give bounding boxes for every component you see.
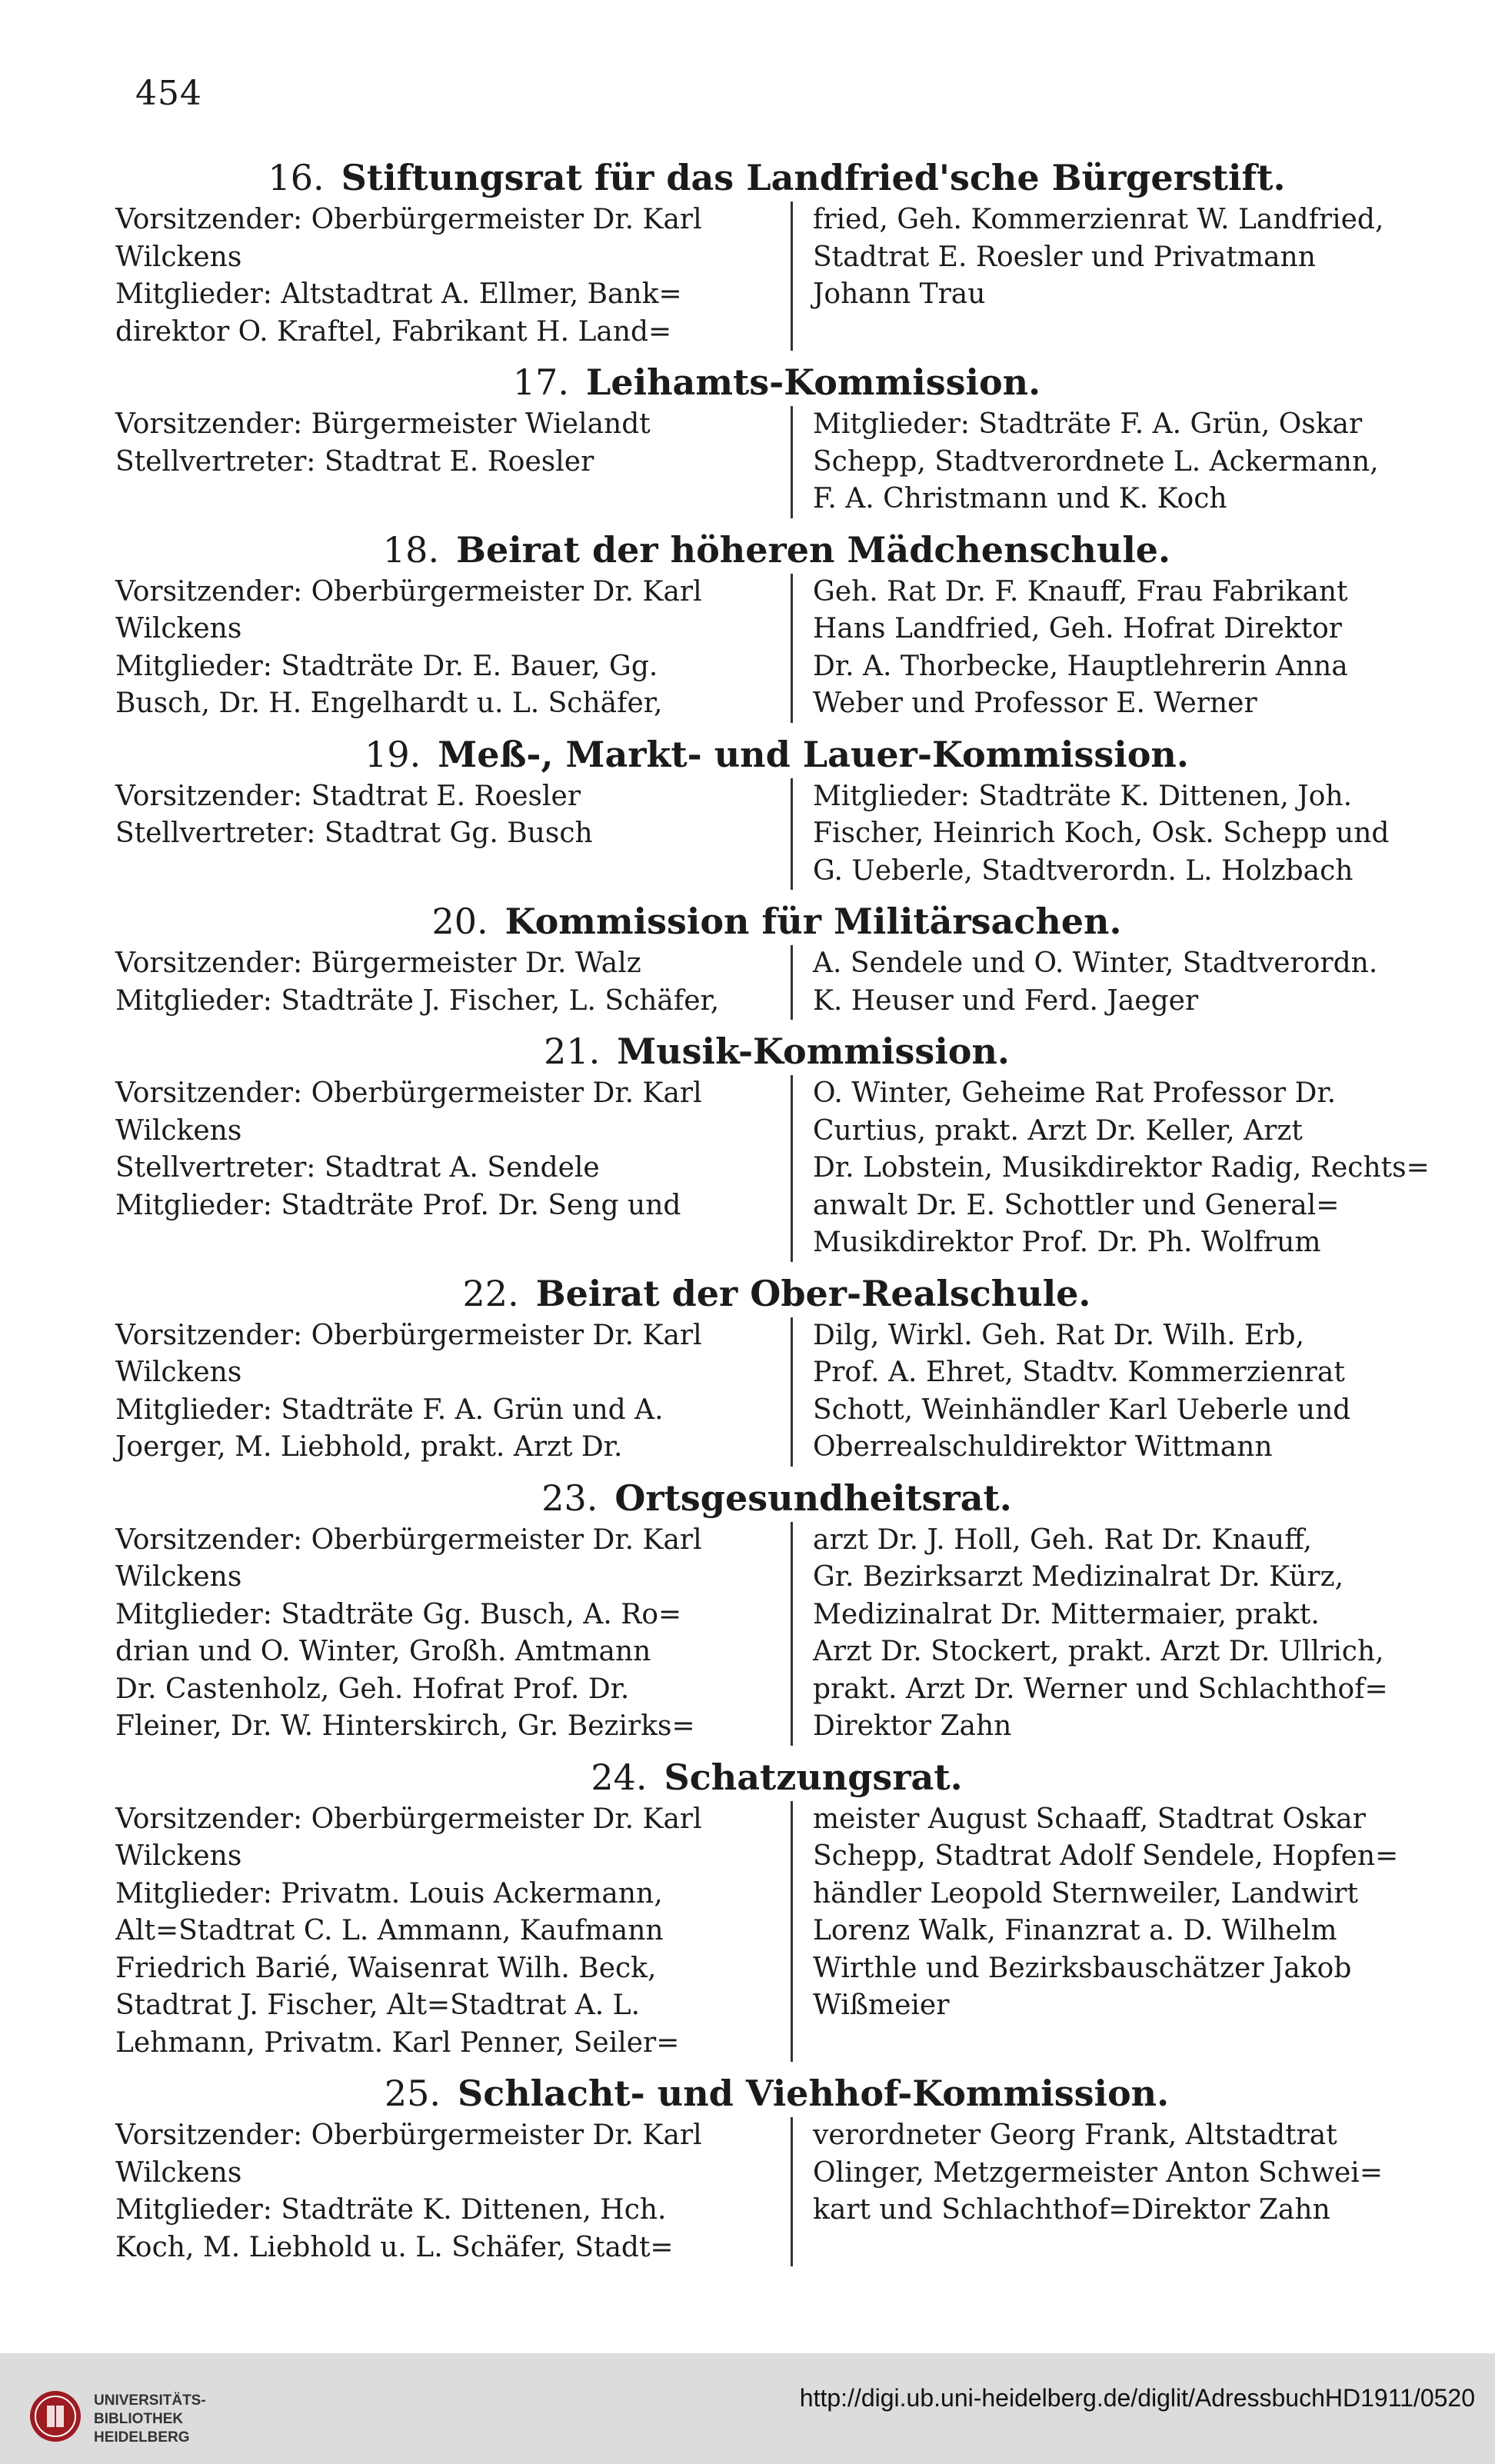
section-body: [115, 2117, 1438, 2266]
left-column: [115, 574, 791, 723]
text-line: Geh. Rat Dr. F. Knauff, Frau Fabrikant: [813, 575, 1348, 608]
text-line: Vorsitzender: Stadtrat E. Roesler: [115, 780, 581, 812]
library-name-line: BIBLIOTHEK: [94, 2411, 184, 2427]
text-line: Direktor Zahn: [813, 1710, 1012, 1742]
text-line: Vorsitzender: Oberbürgermeister Dr. Karl: [115, 204, 702, 235]
right-column: [791, 778, 1438, 891]
text-line: Arzt Dr. Stockert, prakt. Arzt Dr. Ullrich,: [813, 1636, 1384, 1667]
text-line: Schepp, Stadtrat Adolf Sendele, Hopfen=: [813, 1840, 1399, 1872]
section-number: 21.: [544, 1031, 601, 1072]
text-line: verordneter Georg Frank, Altstadtrat: [813, 2119, 1337, 2151]
section-heading: [115, 1027, 1438, 1075]
committee-section: [115, 358, 1438, 518]
text-line: Mitglieder: Stadträte K. Dittenen, Joh.: [813, 780, 1353, 812]
left-column: [115, 1801, 791, 2063]
library-name: [94, 2392, 206, 2447]
right-column: [791, 201, 1438, 351]
text-line: Stellvertreter: Stadtrat Gg. Busch: [115, 817, 593, 849]
section-title: Schlacht- und Viehhof-Kommission.: [458, 2073, 1170, 2114]
text-line: Mitglieder: Stadträte F. A. Grün und A.: [115, 1393, 664, 1426]
text-line: Stadtrat E. Roesler und Privatmann: [813, 241, 1316, 273]
right-column: [791, 1317, 1438, 1467]
section-heading: [115, 2069, 1438, 2117]
text-line: Wirthle und Bezirksbauschätzer Jakob: [813, 1952, 1352, 1984]
text-line: Vorsitzender: Oberbürgermeister Dr. Karl: [115, 2119, 702, 2151]
text-line: Dr. Castenholz, Geh. Hofrat Prof. Dr.: [115, 1673, 630, 1705]
text-line: Mitglieder: Stadträte F. A. Grün, Oskar: [813, 408, 1363, 440]
text-line: Vorsitzender: Oberbürgermeister Dr. Karl: [115, 1077, 702, 1109]
text-line: Vorsitzender: Bürgermeister Wielandt: [115, 408, 651, 440]
text-line: Vorsitzender: Oberbürgermeister Dr. Karl: [115, 575, 702, 608]
text-line: Stellvertreter: Stadtrat E. Roesler: [115, 445, 594, 478]
text-line: Wilckens: [115, 1561, 242, 1593]
text-line: Curtius, prakt. Arzt Dr. Keller, Arzt: [813, 1114, 1303, 1147]
text-line: Alt=Stadtrat C. L. Ammann, Kaufmann: [115, 1915, 664, 1946]
text-line: Gr. Bezirksarzt Medizinalrat Dr. Kürz,: [813, 1561, 1344, 1593]
text-line: Busch, Dr. H. Engelhardt u. L. Schäfer,: [115, 688, 663, 719]
text-line: Dilg, Wirkl. Geh. Rat Dr. Wilh. Erb,: [813, 1319, 1305, 1351]
text-line: Schott, Weinhändler Karl Ueberle und: [813, 1393, 1351, 1426]
text-line: Schepp, Stadtverordnete L. Ackermann,: [813, 445, 1379, 478]
section-title: Schatzungsrat.: [664, 1756, 963, 1798]
section-heading: [115, 1753, 1438, 1801]
committee-section: [115, 526, 1438, 723]
right-column: [791, 574, 1438, 723]
section-title: Meß-, Markt- und Lauer-Kommission.: [438, 733, 1189, 775]
section-body: [115, 778, 1438, 891]
committee-section: [115, 154, 1438, 351]
section-title: Stiftungsrat für das Landfried'sche Bürgerstift.: [341, 157, 1286, 198]
text-line: anwalt Dr. E. Schottler und General=: [813, 1189, 1340, 1221]
committee-section: [115, 2069, 1438, 2266]
text-line: Hans Landfried, Geh. Hofrat Direktor: [813, 613, 1343, 644]
section-heading: [115, 1270, 1438, 1317]
committee-section: [115, 731, 1438, 891]
right-column: [791, 945, 1438, 1020]
footer-bar: [0, 2353, 1495, 2464]
section-heading: [115, 526, 1438, 574]
committee-section: [115, 1270, 1438, 1467]
left-column: [115, 778, 791, 891]
section-body: [115, 201, 1438, 351]
text-line: O. Winter, Geheime Rat Professor Dr.: [813, 1077, 1337, 1109]
text-line: Fischer, Heinrich Koch, Osk. Schepp und: [813, 817, 1390, 849]
text-line: Mitglieder: Stadträte Dr. E. Bauer, Gg.: [115, 650, 658, 682]
text-line: Olinger, Metzgermeister Anton Schwei=: [813, 2156, 1383, 2189]
text-line: Mitglieder: Stadträte J. Fischer, L. Schäfer,: [115, 984, 720, 1017]
committee-section: [115, 1474, 1438, 1746]
section-title: Leihamts-Kommission.: [586, 361, 1041, 403]
section-number: 25.: [384, 2073, 441, 2114]
university-seal-icon: [28, 2389, 83, 2444]
right-column: [791, 406, 1438, 518]
text-line: Stellvertreter: Stadtrat A. Sendele: [115, 1152, 600, 1184]
text-line: Musikdirektor Prof. Dr. Ph. Wolfrum: [813, 1227, 1321, 1258]
section-heading: [115, 897, 1438, 945]
text-line: A. Sendele und O. Winter, Stadtverordn.: [813, 947, 1378, 979]
library-name-line: UNIVERSITÄTS-: [94, 2392, 206, 2409]
committee-section: [115, 1753, 1438, 2063]
section-body: [115, 406, 1438, 518]
text-line: Lehmann, Privatm. Karl Penner, Seiler=: [115, 2026, 680, 2059]
text-line: direktor O. Kraftel, Fabrikant H. Land=: [115, 315, 672, 348]
text-line: Vorsitzender: Oberbürgermeister Dr. Karl: [115, 1803, 702, 1835]
text-line: Mitglieder: Stadträte Gg. Busch, A. Ro=: [115, 1598, 682, 1630]
committee-section: [115, 1027, 1438, 1262]
text-line: F. A. Christmann und K. Koch: [813, 483, 1227, 514]
text-line: Vorsitzender: Oberbürgermeister Dr. Karl: [115, 1319, 702, 1351]
section-heading: [115, 358, 1438, 406]
section-body: [115, 1801, 1438, 2063]
text-line: Vorsitzender: Oberbürgermeister Dr. Karl: [115, 1523, 702, 1556]
text-line: Wilckens: [115, 1114, 242, 1147]
right-column: [791, 2117, 1438, 2266]
section-body: [115, 1317, 1438, 1467]
library-name-line: HEIDELBERG: [94, 2429, 190, 2446]
section-body: [115, 574, 1438, 723]
text-line: Wilckens: [115, 1357, 242, 1388]
text-line: Mitglieder: Stadträte Prof. Dr. Seng und: [115, 1189, 681, 1221]
text-line: G. Ueberle, Stadtverordn. L. Holzbach: [813, 854, 1353, 887]
section-number: 19.: [365, 733, 421, 775]
section-heading: [115, 731, 1438, 778]
text-line: Dr. A. Thorbecke, Hauptlehrerin Anna: [813, 650, 1348, 682]
text-line: prakt. Arzt Dr. Werner und Schlachthof=: [813, 1673, 1388, 1705]
text-line: Wilckens: [115, 1840, 242, 1872]
text-line: Wilckens: [115, 613, 242, 644]
section-number: 22.: [462, 1272, 519, 1314]
text-line: Wißmeier: [813, 1990, 950, 2021]
text-line: Fleiner, Dr. W. Hinterskirch, Gr. Bezirks=: [115, 1710, 695, 1742]
text-line: meister August Schaaff, Stadtrat Oskar: [813, 1803, 1366, 1835]
text-line: Wilckens: [115, 2156, 242, 2189]
source-url-link[interactable]: http://digi.ub.uni-heidelberg.de/diglit/AdressbuchHD1911/0520: [799, 2384, 1475, 2412]
text-line: Lorenz Walk, Finanzrat a. D. Wilhelm: [813, 1915, 1337, 1946]
right-column: [791, 1522, 1438, 1746]
left-column: [115, 406, 791, 518]
section-body: [115, 945, 1438, 1020]
text-line: Mitglieder: Altstadtrat A. Ellmer, Bank=: [115, 278, 682, 310]
text-line: Oberrealschuldirektor Wittmann: [813, 1431, 1273, 1463]
text-line: Mitglieder: Privatm. Louis Ackermann,: [115, 1877, 663, 1910]
text-line: Mitglieder: Stadträte K. Dittenen, Hch.: [115, 2194, 667, 2226]
section-body: [115, 1075, 1438, 1262]
section-title: Beirat der höheren Mädchenschule.: [456, 528, 1171, 571]
section-title: Beirat der Ober-Realschule.: [535, 1272, 1091, 1314]
section-number: 23.: [541, 1477, 598, 1519]
text-line: Weber und Professor E. Werner: [813, 688, 1257, 719]
section-number: 17.: [512, 361, 569, 403]
section-number: 24.: [591, 1756, 648, 1798]
right-column: [791, 1075, 1438, 1262]
section-number: 20.: [431, 901, 488, 942]
text-line: drian und O. Winter, Großh. Amtmann: [115, 1636, 651, 1667]
left-column: [115, 1075, 791, 1262]
left-column: [115, 1317, 791, 1467]
text-line: K. Heuser und Ferd. Jaeger: [813, 984, 1199, 1017]
left-column: [115, 2117, 791, 2266]
text-line: fried, Geh. Kommerzienrat W. Landfried,: [813, 204, 1384, 235]
text-line: kart und Schlachthof=Direktor Zahn: [813, 2194, 1330, 2226]
sections-container: [115, 154, 1438, 2274]
text-line: Prof. A. Ehret, Stadtv. Kommerzienrat: [813, 1357, 1345, 1388]
text-line: Medizinalrat Dr. Mittermaier, prakt.: [813, 1598, 1320, 1630]
text-line: Stadtrat J. Fischer, Alt=Stadtrat A. L.: [115, 1990, 641, 2021]
section-number: 16.: [268, 157, 325, 198]
text-line: Johann Trau: [813, 278, 986, 310]
committee-section: [115, 897, 1438, 1020]
text-line: Vorsitzender: Bürgermeister Dr. Walz: [115, 947, 641, 979]
text-line: Dr. Lobstein, Musikdirektor Radig, Rechts=: [813, 1152, 1430, 1184]
left-column: [115, 945, 791, 1020]
text-line: Wilckens: [115, 241, 242, 273]
page-number: 454: [135, 74, 202, 113]
section-number: 18.: [382, 528, 440, 571]
left-column: [115, 201, 791, 351]
section-title: Ortsgesundheitsrat.: [614, 1477, 1012, 1519]
section-body: [115, 1522, 1438, 1746]
section-heading: [115, 154, 1438, 201]
text-line: Joerger, M. Liebhold, prakt. Arzt Dr.: [115, 1431, 623, 1463]
section-title: Kommission für Militärsachen.: [504, 901, 1122, 942]
text-line: händler Leopold Sternweiler, Landwirt: [813, 1877, 1358, 1910]
text-line: arzt Dr. J. Holl, Geh. Rat Dr. Knauff,: [813, 1523, 1312, 1556]
text-line: Koch, M. Liebhold u. L. Schäfer, Stadt=: [115, 2231, 674, 2263]
section-heading: [115, 1474, 1438, 1522]
left-column: [115, 1522, 791, 1746]
text-line: Friedrich Barié, Waisenrat Wilh. Beck,: [115, 1952, 657, 1984]
section-title: Musik-Kommission.: [617, 1031, 1010, 1072]
right-column: [791, 1801, 1438, 2063]
